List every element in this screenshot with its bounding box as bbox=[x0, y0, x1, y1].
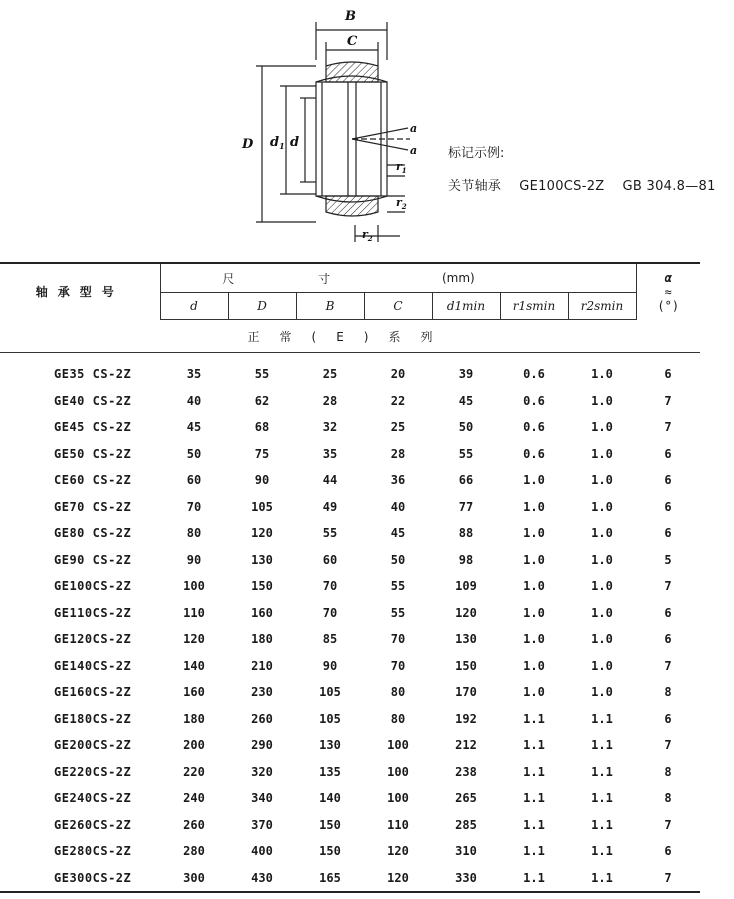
bearing-model-cell: GE50 CS-2Z bbox=[54, 446, 132, 461]
bearing-model-cell: GE80 CS-2Z bbox=[54, 526, 132, 541]
value-cell: 44 bbox=[322, 473, 338, 488]
value-cell: 6 bbox=[664, 632, 672, 647]
value-cell: 45 bbox=[186, 420, 202, 435]
value-cell: 1.0 bbox=[591, 420, 613, 435]
table-row bbox=[0, 520, 700, 547]
value-cell: 1.1 bbox=[591, 711, 613, 726]
table-row bbox=[0, 467, 700, 494]
bearing-model-cell: GE240CS-2Z bbox=[54, 791, 132, 806]
value-cell: 8 bbox=[664, 685, 672, 700]
value-cell: 1.1 bbox=[523, 870, 545, 885]
bearing-model-cell: GE40 CS-2Z bbox=[54, 393, 132, 408]
value-cell: 1.0 bbox=[591, 526, 613, 541]
bearing-model-cell: GE180CS-2Z bbox=[54, 711, 132, 726]
value-cell: 110 bbox=[387, 817, 409, 832]
value-cell: 62 bbox=[254, 393, 270, 408]
value-cell: 290 bbox=[251, 738, 273, 753]
angle-label-a-upper: a bbox=[410, 122, 418, 135]
dim-label-D: D bbox=[242, 137, 254, 152]
table-row bbox=[0, 388, 700, 415]
bearing-model-cell: GE300CS-2Z bbox=[54, 870, 132, 885]
col-header-6: r2smin bbox=[568, 293, 636, 320]
value-cell: 1.0 bbox=[523, 605, 545, 620]
value-cell: 1.1 bbox=[591, 817, 613, 832]
value-cell: 105 bbox=[319, 685, 341, 700]
value-cell: 39 bbox=[458, 367, 474, 382]
value-cell: 6 bbox=[664, 844, 672, 859]
marking-bearing-name: 关节轴承 bbox=[448, 179, 502, 194]
value-cell: 1.1 bbox=[591, 791, 613, 806]
value-cell: 1.0 bbox=[523, 473, 545, 488]
value-cell: 240 bbox=[183, 791, 205, 806]
value-cell: 45 bbox=[390, 526, 406, 541]
value-cell: 140 bbox=[319, 791, 341, 806]
table-row bbox=[0, 679, 700, 706]
value-cell: 66 bbox=[458, 473, 474, 488]
value-cell: 70 bbox=[186, 499, 202, 514]
value-cell: 1.0 bbox=[523, 552, 545, 567]
table-row bbox=[0, 732, 700, 759]
value-cell: 50 bbox=[390, 552, 406, 567]
value-cell: 32 bbox=[322, 420, 338, 435]
value-cell: 1.0 bbox=[591, 367, 613, 382]
value-cell: 5 bbox=[664, 552, 672, 567]
header-unit: (mm) bbox=[432, 263, 636, 293]
col-header-0: d bbox=[160, 293, 228, 320]
dim-label-C: C bbox=[347, 34, 358, 49]
value-cell: 210 bbox=[251, 658, 273, 673]
value-cell: 55 bbox=[322, 526, 338, 541]
value-cell: 0.6 bbox=[523, 393, 545, 408]
value-cell: 130 bbox=[319, 738, 341, 753]
value-cell: 105 bbox=[251, 499, 273, 514]
value-cell: 105 bbox=[319, 711, 341, 726]
radius-label-r2-bottom: $r_2$ bbox=[362, 228, 373, 243]
table-row bbox=[0, 865, 700, 893]
value-cell: 6 bbox=[664, 499, 672, 514]
dim-label-B: B bbox=[345, 9, 356, 24]
table-row bbox=[0, 626, 700, 653]
value-cell: 1.1 bbox=[523, 791, 545, 806]
header-model: 轴承型号 bbox=[0, 263, 160, 320]
value-cell: 70 bbox=[322, 605, 338, 620]
value-cell: 1.0 bbox=[591, 499, 613, 514]
value-cell: 260 bbox=[183, 817, 205, 832]
value-cell: 285 bbox=[455, 817, 477, 832]
value-cell: 430 bbox=[251, 870, 273, 885]
bearing-model-cell: GE110CS-2Z bbox=[54, 605, 132, 620]
value-cell: 238 bbox=[455, 764, 477, 779]
value-cell: 180 bbox=[183, 711, 205, 726]
value-cell: 7 bbox=[664, 870, 672, 885]
value-cell: 35 bbox=[322, 446, 338, 461]
value-cell: 1.1 bbox=[591, 870, 613, 885]
value-cell: 100 bbox=[387, 738, 409, 753]
value-cell: 77 bbox=[458, 499, 474, 514]
value-cell: 230 bbox=[251, 685, 273, 700]
bearing-model-cell: GE90 CS-2Z bbox=[54, 552, 132, 567]
value-cell: 130 bbox=[455, 632, 477, 647]
bearing-model-cell: GE260CS-2Z bbox=[54, 817, 132, 832]
value-cell: 160 bbox=[183, 685, 205, 700]
value-cell: 120 bbox=[251, 526, 273, 541]
value-cell: 70 bbox=[390, 658, 406, 673]
value-cell: 6 bbox=[664, 367, 672, 382]
value-cell: 160 bbox=[251, 605, 273, 620]
value-cell: 40 bbox=[390, 499, 406, 514]
series-label: 正常(E)系列 bbox=[0, 320, 700, 353]
bearing-model-cell: GE280CS-2Z bbox=[54, 844, 132, 859]
value-cell: 20 bbox=[390, 367, 406, 382]
bearing-model-cell: GE160CS-2Z bbox=[54, 685, 132, 700]
value-cell: 170 bbox=[455, 685, 477, 700]
table-row bbox=[0, 838, 700, 865]
value-cell: 6 bbox=[664, 605, 672, 620]
value-cell: 1.0 bbox=[591, 685, 613, 700]
value-cell: 90 bbox=[254, 473, 270, 488]
value-cell: 55 bbox=[390, 579, 406, 594]
value-cell: 212 bbox=[455, 738, 477, 753]
value-cell: 90 bbox=[322, 658, 338, 673]
value-cell: 70 bbox=[322, 579, 338, 594]
value-cell: 1.1 bbox=[523, 817, 545, 832]
value-cell: 260 bbox=[251, 711, 273, 726]
value-cell: 7 bbox=[664, 393, 672, 408]
value-cell: 7 bbox=[664, 817, 672, 832]
marking-example-label: 标记示例: bbox=[448, 146, 505, 161]
value-cell: 45 bbox=[458, 393, 474, 408]
value-cell: 109 bbox=[455, 579, 477, 594]
value-cell: 7 bbox=[664, 579, 672, 594]
table-row bbox=[0, 441, 700, 468]
value-cell: 1.1 bbox=[523, 711, 545, 726]
value-cell: 100 bbox=[183, 579, 205, 594]
header-dimensions: 尺 寸 bbox=[160, 263, 432, 293]
value-cell: 70 bbox=[390, 632, 406, 647]
value-cell: 35 bbox=[186, 367, 202, 382]
marking-bearing-code: GE100CS-2Z bbox=[519, 179, 605, 194]
value-cell: 50 bbox=[186, 446, 202, 461]
value-cell: 300 bbox=[183, 870, 205, 885]
value-cell: 1.0 bbox=[523, 526, 545, 541]
value-cell: 340 bbox=[251, 791, 273, 806]
bearing-model-cell: GE200CS-2Z bbox=[54, 738, 132, 753]
value-cell: 1.0 bbox=[591, 605, 613, 620]
value-cell: 1.0 bbox=[591, 552, 613, 567]
angle-label-a-lower: a bbox=[410, 144, 418, 157]
value-cell: 1.0 bbox=[591, 446, 613, 461]
value-cell: 150 bbox=[455, 658, 477, 673]
table-row bbox=[0, 573, 700, 600]
bearing-model-cell: CE60 CS-2Z bbox=[54, 473, 132, 488]
col-header-4: d1min bbox=[432, 293, 500, 320]
value-cell: 8 bbox=[664, 791, 672, 806]
value-cell: 120 bbox=[455, 605, 477, 620]
value-cell: 120 bbox=[387, 870, 409, 885]
col-header-3: C bbox=[364, 293, 432, 320]
value-cell: 1.1 bbox=[523, 844, 545, 859]
value-cell: 0.6 bbox=[523, 446, 545, 461]
table-row bbox=[0, 759, 700, 786]
bearing-model-cell: GE100CS-2Z bbox=[54, 579, 132, 594]
value-cell: 165 bbox=[319, 870, 341, 885]
radius-label-r1: $r_1$ bbox=[396, 160, 407, 175]
table-row bbox=[0, 494, 700, 521]
header-alpha: α ≈ (°) bbox=[636, 263, 700, 320]
table-row bbox=[0, 414, 700, 441]
value-cell: 330 bbox=[455, 870, 477, 885]
col-header-5: r1smin bbox=[500, 293, 568, 320]
value-cell: 60 bbox=[186, 473, 202, 488]
value-cell: 28 bbox=[322, 393, 338, 408]
value-cell: 1.0 bbox=[591, 579, 613, 594]
value-cell: 36 bbox=[390, 473, 406, 488]
value-cell: 120 bbox=[183, 632, 205, 647]
value-cell: 100 bbox=[387, 791, 409, 806]
value-cell: 150 bbox=[319, 844, 341, 859]
col-header-1: D bbox=[228, 293, 296, 320]
radius-label-r2-side: $r_2$ bbox=[396, 196, 407, 211]
value-cell: 310 bbox=[455, 844, 477, 859]
value-cell: 265 bbox=[455, 791, 477, 806]
value-cell: 220 bbox=[183, 764, 205, 779]
value-cell: 140 bbox=[183, 658, 205, 673]
bearing-model-cell: GE120CS-2Z bbox=[54, 632, 132, 647]
value-cell: 400 bbox=[251, 844, 273, 859]
value-cell: 88 bbox=[458, 526, 474, 541]
value-cell: 1.0 bbox=[523, 499, 545, 514]
value-cell: 7 bbox=[664, 658, 672, 673]
value-cell: 135 bbox=[319, 764, 341, 779]
value-cell: 150 bbox=[319, 817, 341, 832]
value-cell: 1.0 bbox=[591, 632, 613, 647]
value-cell: 7 bbox=[664, 420, 672, 435]
value-cell: 7 bbox=[664, 738, 672, 753]
value-cell: 1.1 bbox=[591, 764, 613, 779]
table-row bbox=[0, 547, 700, 574]
bearing-spec-table bbox=[0, 262, 700, 895]
value-cell: 1.0 bbox=[591, 473, 613, 488]
value-cell: 200 bbox=[183, 738, 205, 753]
value-cell: 1.0 bbox=[591, 393, 613, 408]
value-cell: 1.1 bbox=[523, 764, 545, 779]
marking-example bbox=[448, 142, 734, 194]
value-cell: 1.0 bbox=[523, 685, 545, 700]
value-cell: 75 bbox=[254, 446, 270, 461]
value-cell: 370 bbox=[251, 817, 273, 832]
value-cell: 110 bbox=[183, 605, 205, 620]
dim-label-d: d bbox=[290, 135, 300, 150]
value-cell: 320 bbox=[251, 764, 273, 779]
value-cell: 130 bbox=[251, 552, 273, 567]
bearing-model-cell: GE35 CS-2Z bbox=[54, 367, 132, 382]
value-cell: 1.1 bbox=[523, 738, 545, 753]
marking-standard: GB 304.8—81 bbox=[622, 179, 716, 194]
value-cell: 6 bbox=[664, 526, 672, 541]
value-cell: 1.1 bbox=[591, 844, 613, 859]
value-cell: 55 bbox=[254, 367, 270, 382]
table-row bbox=[0, 706, 700, 733]
marking-example-value bbox=[448, 175, 734, 194]
value-cell: 6 bbox=[664, 446, 672, 461]
value-cell: 60 bbox=[322, 552, 338, 567]
table-row bbox=[0, 812, 700, 839]
value-cell: 22 bbox=[390, 393, 406, 408]
value-cell: 90 bbox=[186, 552, 202, 567]
value-cell: 8 bbox=[664, 764, 672, 779]
value-cell: 1.0 bbox=[523, 632, 545, 647]
value-cell: 100 bbox=[387, 764, 409, 779]
dim-label-d1: $d_1$ bbox=[270, 135, 285, 151]
col-header-2: B bbox=[296, 293, 364, 320]
value-cell: 25 bbox=[390, 420, 406, 435]
value-cell: 1.0 bbox=[523, 579, 545, 594]
table-row bbox=[0, 353, 700, 388]
value-cell: 180 bbox=[251, 632, 273, 647]
value-cell: 280 bbox=[183, 844, 205, 859]
value-cell: 40 bbox=[186, 393, 202, 408]
value-cell: 85 bbox=[322, 632, 338, 647]
value-cell: 1.0 bbox=[523, 658, 545, 673]
value-cell: 80 bbox=[390, 685, 406, 700]
value-cell: 50 bbox=[458, 420, 474, 435]
value-cell: 150 bbox=[251, 579, 273, 594]
bearing-cross-section-drawing bbox=[0, 0, 700, 255]
value-cell: 55 bbox=[390, 605, 406, 620]
bearing-model-cell: GE220CS-2Z bbox=[54, 764, 132, 779]
bearing-model-cell: GE140CS-2Z bbox=[54, 658, 132, 673]
value-cell: 28 bbox=[390, 446, 406, 461]
value-cell: 98 bbox=[458, 552, 474, 567]
value-cell: 0.6 bbox=[523, 367, 545, 382]
value-cell: 6 bbox=[664, 711, 672, 726]
value-cell: 0.6 bbox=[523, 420, 545, 435]
table-row bbox=[0, 653, 700, 680]
table-row bbox=[0, 600, 700, 627]
value-cell: 68 bbox=[254, 420, 270, 435]
table-row bbox=[0, 785, 700, 812]
value-cell: 192 bbox=[455, 711, 477, 726]
bearing-model-cell: GE70 CS-2Z bbox=[54, 499, 132, 514]
bearing-model-cell: GE45 CS-2Z bbox=[54, 420, 132, 435]
value-cell: 6 bbox=[664, 473, 672, 488]
value-cell: 120 bbox=[387, 844, 409, 859]
value-cell: 55 bbox=[458, 446, 474, 461]
value-cell: 49 bbox=[322, 499, 338, 514]
value-cell: 1.1 bbox=[591, 738, 613, 753]
value-cell: 80 bbox=[186, 526, 202, 541]
value-cell: 25 bbox=[322, 367, 338, 382]
value-cell: 80 bbox=[390, 711, 406, 726]
value-cell: 1.0 bbox=[591, 658, 613, 673]
